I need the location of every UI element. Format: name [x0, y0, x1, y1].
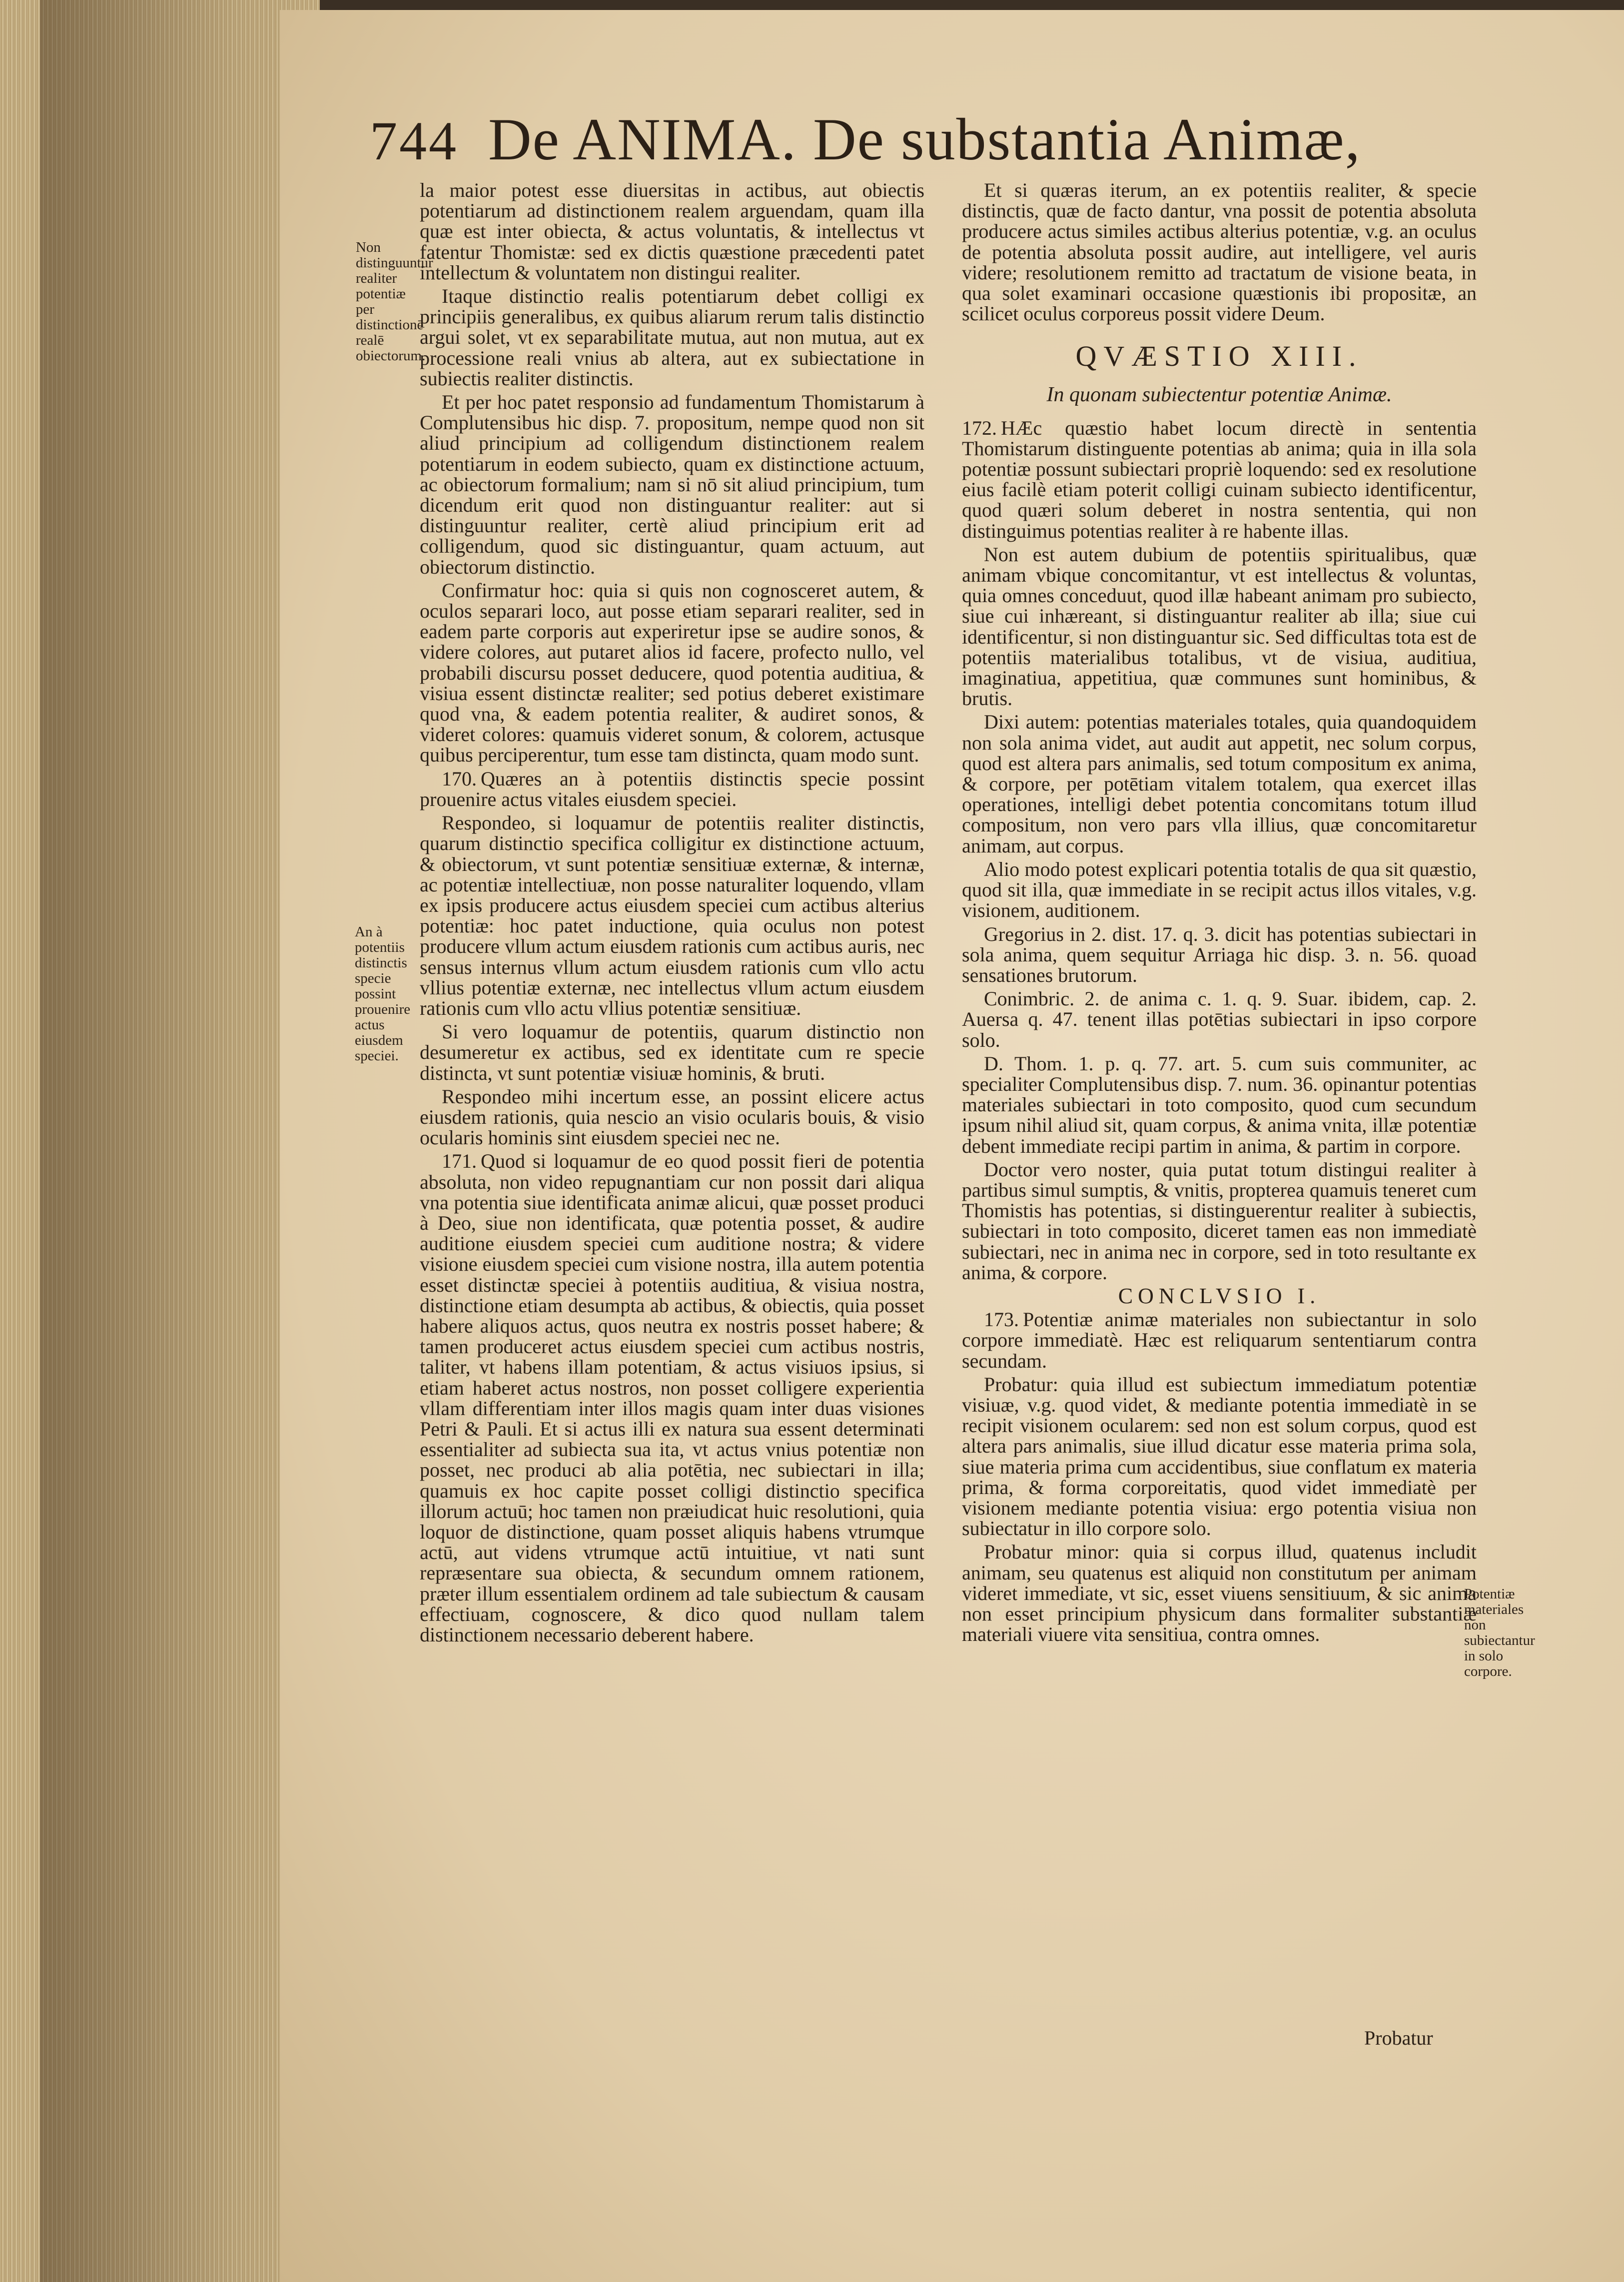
conclusion-heading: CONCLVSIO I. [1118, 1283, 1321, 1308]
numbered-paragraph [420, 1151, 924, 1645]
section-number: 171. [442, 1150, 477, 1173]
margin-note: Potentiæ materiales non subiectantur in solo corpore. [1464, 1586, 1535, 1679]
paragraph: Confirmatur hoc: quia si quis non cognosceret autem, & oculos separari loco, aut posse etiam separari realiter, sed in eadem parte corporis aut experiretur ipse se audire sonos, & videre colores, aut putaret alios id facere, profecto nullo, vel probabili discursu posset deducere, quod potentia auditiua, & visiua essent distinctæ realiter; sed potius deberet existimare quod vna, & eadem potentia realiter, & audiret sonos, & videret colores: quamuis videret sonum, & colorem, actusque quibus perciperentur, tum esse tam distincta, quam modo sunt. [420, 579, 924, 766]
paragraph: Conimbric. 2. de anima c. 1. q. 9. Suar. ibidem, cap. 2. Auersa q. 47. tenent illas potētias subiectari in ipso corpore solo. [962, 987, 1477, 1051]
section-number: 170. [442, 767, 477, 790]
paragraph-text: HÆc quæstio habet locum directè in sententia Thomistarum distinguente potentias ab anima; quia in illa sola potentiæ possunt subiectari propriè loquendo: sed ex resolutione eius facilè etiam poterit colligi cuinam subiecto identificentur, quod quæri solum deberet in nostra sententia, qui non distinguimus potentias realiter à re habente illas. [962, 416, 1477, 542]
numbered-paragraph [962, 1309, 1477, 1371]
numbered-paragraph [962, 418, 1477, 541]
page-number: 744 [370, 110, 458, 171]
section-number: 173. [984, 1308, 1019, 1331]
paragraph: Gregorius in 2. dist. 17. q. 3. dicit has potentias subiectari in sola anima, quem sequitur Arriaga hic disp. 3. n. 56. quoad sensationes brutorum. [962, 922, 1477, 986]
page-header [370, 105, 1449, 190]
paragraph: Respondeo, si loquamur de potentiis realiter distinctis, quarum distinctio specifica colligitur ex distinctione actuum, & obiectorum, vt sunt potentiæ sensitiuæ externæ, & internæ, ac potentiæ intellectiuæ, non posse naturaliter loquendo, vllam ex ipsis producere actus eiusdem speciei cum actibus alterius potentiæ: hoc patet inductione, quia oculus non potest producere vllum actum eiusdem rationis cum actibus auris, nec sensus internus vllum actum eiusdem rationis cum vllo actu vllius potentiæ externæ, nec intellectus vllum actum eiusdem rationis cum vllo actu vllius potentiæ sensitiuæ. [420, 811, 924, 1019]
margin-note: An à potentiis distinctis specie possint prouenire actus eiusdem speciei. [355, 924, 411, 1064]
question-heading: QVÆSTIO XIII. [1075, 340, 1363, 373]
right-text-column [962, 180, 1477, 2039]
paragraph-text: Quod si loquamur de eo quod possit fieri de potentia absoluta, non video repugnantiam cur non possit dari aliqua vna potentia siue identificata animæ alicui, quæ posset produci à Deo, siue non identificata, quæ potentia posset, & audire auditione eiusdem speciei cum auditione nostra; & videre visione eiusdem speciei cum visione nostra, illa autem potentia esset distinctæ speciei à potentiis auditiua, & visiua nostra, distinctione etiam desumpta ab actibus, & obiectis, quia posset habere aliquos actus, quos neutra ex nostris posset habere; & tamen produceret actus eiusdem speciei cum actibus nostris, taliter, vt habens illam potentiam, & actus visiuos ipsius, si etiam haberet actus nostros, non posset colligere experientia vllam differentiam inter illos magis quam inter duas visiones Petri & Pauli. Et si actus illi ex natura sua essent determinati essentialiter ad subiecta sua ita, vt actus vnius potentiæ non posset, nec produci ab alia potētia, nec subiectari in illa; quamuis ex hoc capite posset colligi distinctio specifica illorum actuū; hoc tamen non præiudicat huic resolutioni, quia loquor de distinctione, quam posset aliquis habens vtrumque actū, aut videns vtrumque actū intuitiue, vt nati sunt repræsentare sua obiecta, & secundum omnem rationem, præter illum essentialem ordinem ad tale subiectum & causam effectiuam, cognoscere, & dico quod nullam talem distinctionem necessario deberent habere. [420, 1150, 924, 1646]
section-number: 172. [962, 416, 997, 439]
question-subheading: In quonam subiectentur potentiæ Animæ. [1046, 383, 1392, 407]
paragraph: Dixi autem: potentias materiales totales, quia quandoquidem non sola anima videt, aut audit aut appetit, nec solum corpus, quod est altera pars animalis, sed totum compositum ex anima, & corpore, per potētiam vitalem totalem, qua exercet illas operationes, intelligi debet potentia concomitans totum illud compositum, non vero pars vlla illius, quæ concomitaretur animam, aut corpus. [962, 711, 1477, 857]
paragraph-text: Quæres an à potentiis distinctis specie possint prouenire actus vitales eiusdem speciei. [420, 767, 924, 810]
paragraph: Doctor vero noster, quia putat totum distingui realiter à partibus simul sumptis, & vnitis, propterea quamuis teneret cum Thomistis has potentias, si distinguerentur realiter à subiectis, subiectari in toto composito, diceret tamen eas non immediatè subiectari, nec in anima nec in corpore, sed in toto resultante ex anima, & corpore. [962, 1158, 1477, 1284]
paragraph: Probatur: quia illud est subiectum immediatum potentiæ visiuæ, v.g. quod videt, & mediante potentia immediatè in se recipit visionem ocularem: sed non est solum corpus, quod est altera pars animalis, siue illud dicatur esse materia prima sola, siue materia prima cum accidentibus, siue conflatum ex materia prima, & forma corporeitatis, quod videt immediatè per visionem mediante potentia visiua: ergo potentia visiua non subiectatur in illo corpore solo. [962, 1373, 1477, 1540]
paragraph: Non est autem dubium de potentiis spiritualibus, quæ animam vbique concomitantur, vt est intellectus & voluntas, quia omnes conceduut, quod illæ habeant animam pro subiecto, siue cui inhæreant, si distinguantur realiter ab illa; siue cui identificentur, si non distinguantur sic. Sed difficultas tota est de potentiis materialibus totalibus, vt de visiua, auditiua, imaginatiua, appetitiua, quæ communes sunt hominibus, & brutis. [962, 543, 1477, 710]
margin-note: Non distinguuntur realiter potentiæ per distinctionē realē obiectorum. [356, 239, 433, 364]
paragraph: la maior potest esse diuersitas in actibus, aut obiectis potentiarum ad distinctionem realem arguendam, quam illa quæ est inter obiecta, & actus voluntatis, & intellectus vt fatentur Thomistæ: sed ex dictis quæstione præcedenti patet intellectum & voluntatem non distingui realiter. [420, 179, 924, 284]
paragraph: Alio modo potest explicari potentia totalis de qua sit quæstio, quod sit illa, quæ immediate in se recipit actus illos vitales, v.g. visionem, auditionem. [962, 857, 1477, 922]
left-text-column [420, 180, 924, 2039]
paragraph: D. Thom. 1. p. q. 77. art. 5. cum suis communiter, ac specialiter Complutensibus disp. 7. num. 36. opinantur potentias materiales subiectari in toto composito, quod cum secundum ipsum nihil aliud sit, quam corpus, & anima vnita, illæ potentiæ debent immediate recipi partim in anima, & partim in corpore. [962, 1052, 1477, 1157]
catchword: Probatur [1364, 2027, 1433, 2049]
gutter-shadow [40, 0, 320, 2282]
running-head: De ANIMA. De substantia Animæ, [488, 106, 1361, 172]
paragraph: Probatur minor: quia si corpus illud, quatenus includit animam, seu quatenus est aliquid non constitutum per animam videret immediate, vt sic, esset viuens sensitiuum, & sic anima non esset principium physicum dans formaliter substantiæ materiali viuere vita sensitiua, contra omnes. [962, 1540, 1477, 1646]
paragraph: Et per hoc patet responsio ad fundamentum Thomistarum à Complutensibus hic disp. 7. propositum, nempe quod non sit aliud principium ad colligendum distinctionem realem potentiarum in eodem subiecto, quam ex distinctione actuum, ac obiectorum formalium; nam si nō sit aliud principium, tum dicendum erit quod non distinguantur realiter: aut si distinguuntur realiter, certè aliud principium erit ad colligendum, quod sic distinguantur, quam actuum, aut obiectorum distinctio. [420, 391, 924, 578]
paragraph: Et si quæras iterum, an ex potentiis realiter, & specie distinctis, quæ de facto dantur, vna possit de potentia absoluta producere actus similes actibus alterius potentiæ, v.g. an oculus de potentia absoluta possit audire, aut intelligere, vel auris videre; resolutionem remitto ad tractatum de visione beata, in qua solet examinari occasione quæstionis ibi propositæ, an scilicet oculus corporeus possit videre Deum. [962, 179, 1477, 325]
paragraph: Si vero loquamur de potentiis, quarum distinctio non desumeretur ex actibus, sed ex identitate cum re specie distincta, vt sunt potentiæ visiuæ hominis, & bruti. [420, 1020, 924, 1084]
numbered-paragraph [420, 768, 924, 809]
paragraph-text: Potentiæ animæ materiales non subiectantur in solo corpore immediatè. Hæc est reliquarum sententiarum contra secundam. [962, 1308, 1477, 1372]
paragraph: Itaque distinctio realis potentiarum debet colligi ex principiis generalibus, ex quibus aliarum rerum talis distinctio argui solet, vt ex separabilitate mutua, aut non mutua, aut ex processione reali vnius ab altera, aut ex subiectatione in subiectis realiter distinctis. [420, 285, 924, 390]
paragraph: Respondeo mihi incertum esse, an possint elicere actus eiusdem rationis, quia nescio an visio ocularis bouis, & visio ocularis hominis sint eiusdem speciei nec ne. [420, 1085, 924, 1149]
